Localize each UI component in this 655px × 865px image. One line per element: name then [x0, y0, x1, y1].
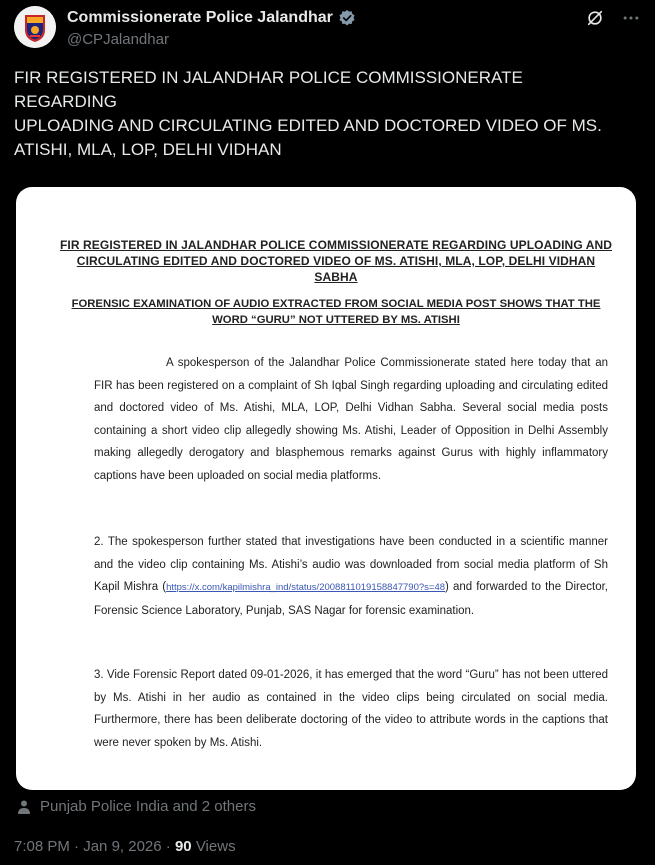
tweet-header: [14, 6, 641, 52]
views-label: Views: [195, 838, 236, 855]
person-icon: [16, 799, 32, 815]
attached-image[interactable]: [16, 187, 636, 790]
document-subtitle: FORENSIC EXAMINATION OF AUDIO EXTRACTED FROM SOCIAL MEDIA POST SHOWS THAT THE WORD “GURU” NOT UTTERED BY MS. ATISHI: [71, 298, 601, 326]
meta-separator: ·: [74, 838, 80, 855]
avatar[interactable]: [14, 6, 56, 48]
tagged-users-label: Punjab Police India and 2 others: [40, 798, 256, 815]
document-paragraph-2: [94, 531, 608, 622]
police-emblem-icon: [14, 6, 56, 48]
views-count: 90: [174, 838, 192, 855]
grok-icon[interactable]: [585, 8, 605, 28]
document-link: https://x.com/kapilmishra_ind/status/2008811019158847790?s=48: [166, 582, 446, 593]
more-icon[interactable]: [621, 8, 641, 28]
tweet-time[interactable]: 7:08 PM: [14, 838, 70, 855]
paragraph-2-text-after: ) and forwarded to the Director, Forensic Science Laboratory, Punjab, SAS Nagar for forensic examination.: [94, 581, 608, 617]
meta-separator: ·: [165, 838, 171, 855]
display-name[interactable]: Commissionerate Police Jalandhar: [67, 9, 333, 26]
tweet-text: FIR REGISTERED IN JALANDHAR POLICE COMMISSIONERATE REGARDING UPLOADING AND CIRCULATING EDITED AND DOCTORED VIDEO OF MS. ATISHI, MLA, LOP, DELHI VIDHAN: [14, 68, 602, 159]
tagged-users[interactable]: [16, 798, 256, 815]
document-title: FIR REGISTERED IN JALANDHAR POLICE COMMISSIONERATE REGARDING UPLOADING AND CIRCULATING EDITED AND DOCTORED VIDEO OF MS. ATISHI, MLA, LOP, DELHI VIDHAN SABHA: [59, 238, 613, 284]
paragraph-2-text-before: 2. The spokesperson further stated that investigations have been conducted in a scientific manner and the video clip containing Ms. Atishi’s audio was downloaded from social media platform of Sh Kapil Mishra (: [94, 536, 608, 593]
document-paragraph-1: A spokesperson of the Jalandhar Police Commissionerate stated here today that an FIR has been registered on a complaint of Sh Iqbal Singh regarding uploading and circulating edited and doctored video of Ms. Atishi, MLA, LOP, Delhi Vidhan Sabha. Several social media posts containing a short video clip allegedly showing Ms. Atishi, Leader of Opposition in Delhi Assembly making allegedly derogatory and blasphemous remarks against Gurus with highly inflammatory captions have been uploaded on social media platforms.: [94, 357, 608, 482]
account-handle[interactable]: @CPJalandhar: [67, 31, 169, 48]
document-paragraph-3: 3. Vide Forensic Report dated 09-01-2026, it has emerged that the word “Guru” has not been uttered by Ms. Atishi in her audio as contained in the video clips being circulated on social media. Furthermore, there has been deliberate doctoring of the video to attribute words in the captions that were never spoken by Ms. Atishi.: [94, 669, 608, 749]
verified-badge-icon: [338, 9, 356, 27]
tweet-date[interactable]: Jan 9, 2026: [83, 838, 162, 855]
tweet-meta: [14, 838, 236, 855]
